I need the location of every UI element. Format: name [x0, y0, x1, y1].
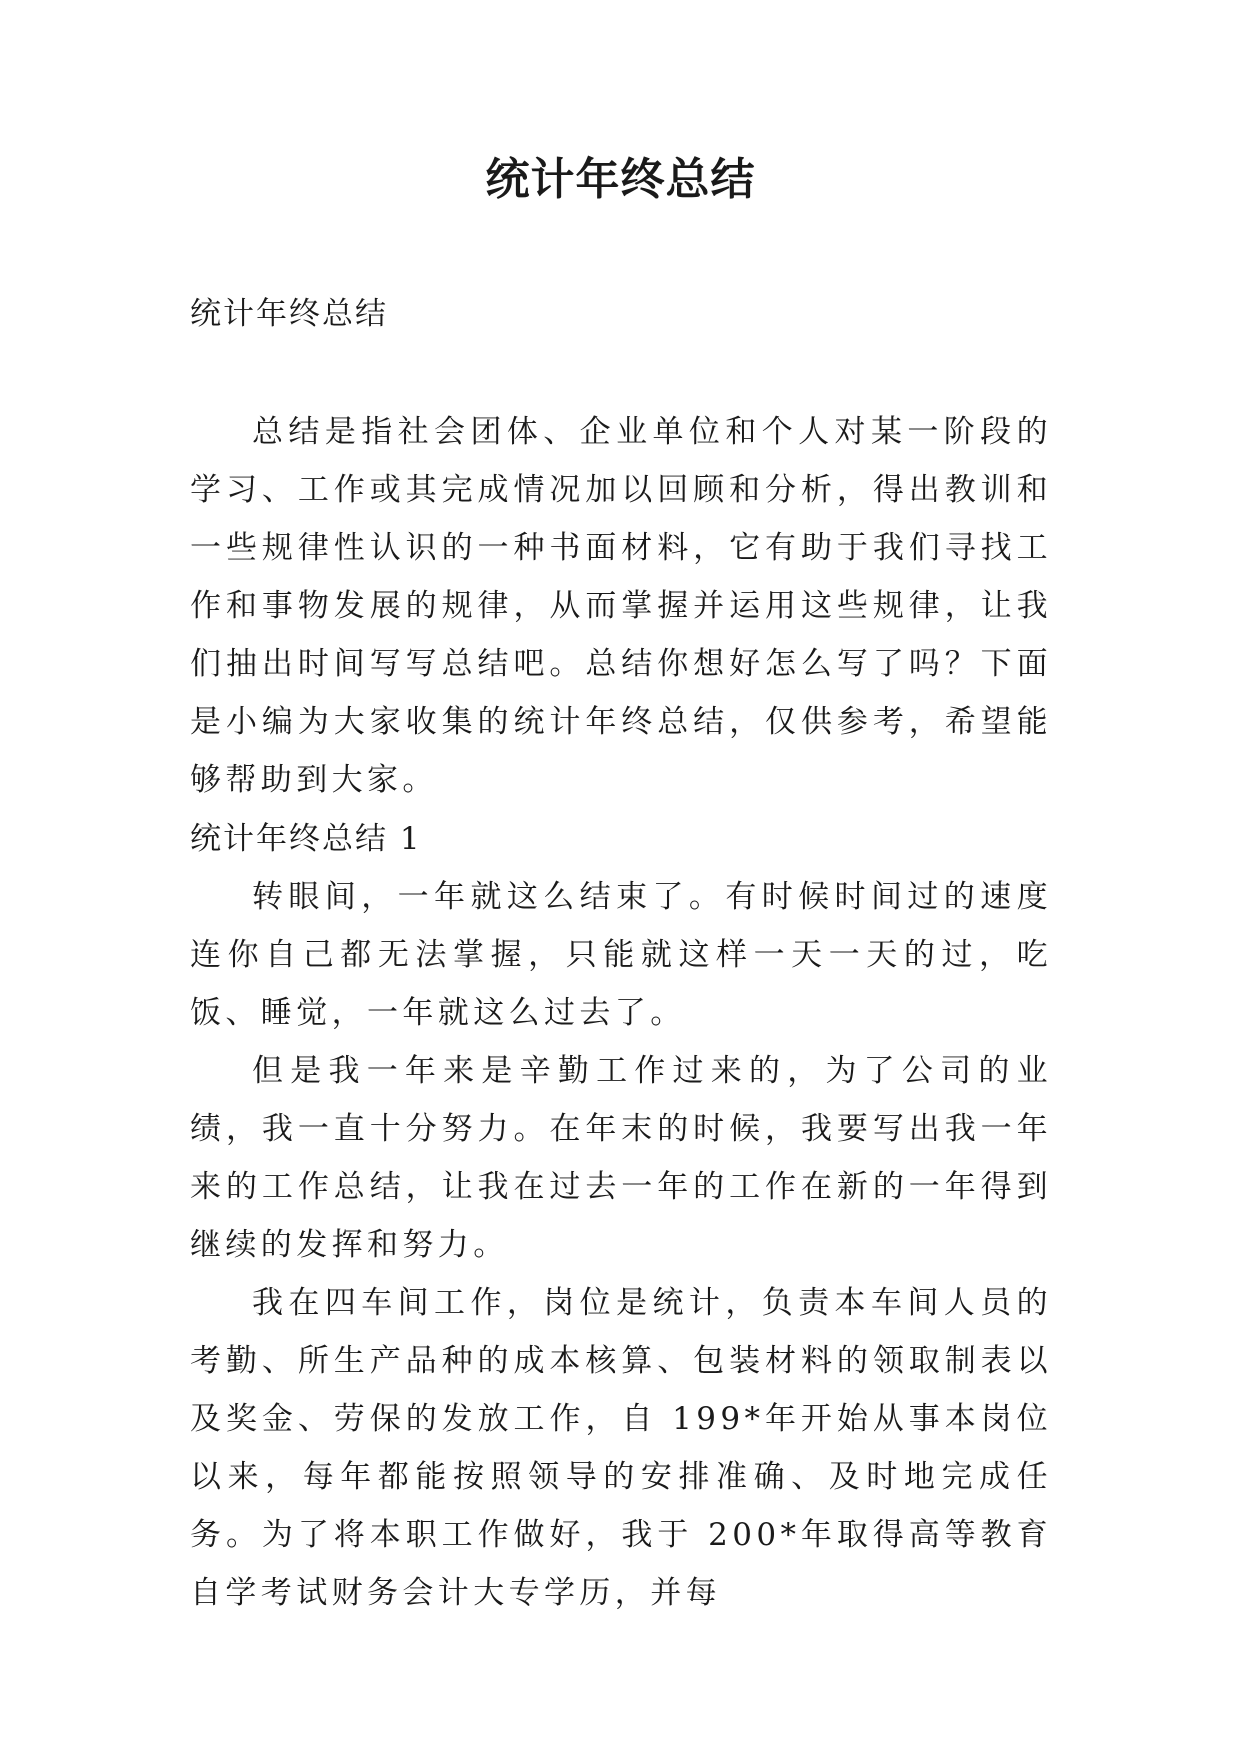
- body-paragraph-2: 但是我一年来是辛勤工作过来的，为了公司的业绩，我一直十分努力。在年末的时候，我要写出我一年来的工作总结，让我在过去一年的工作在新的一年得到继续的发挥和努力。: [190, 1053, 1052, 1263]
- document-subtitle: 统计年终总结: [190, 296, 388, 332]
- document-title: 统计年终总结: [485, 154, 756, 205]
- intro-section: [190, 403, 1052, 809]
- body-paragraph-1: 转眼间，一年就这么结束了。有时候时间过的速度连你自己都无法掌握，只能就这样一天一天的过，吃饭、睡觉，一年就这么过去了。: [190, 879, 1052, 1031]
- body-paragraph-3: 我在四车间工作，岗位是统计，负责本车间人员的考勤、所生产品种的成本核算、包装材料的领取制表以及奖金、劳保的发放工作，自 199*年开始从事本岗位以来，每年都能按照领导的安排准确、及时地完成任务。为了将本职工作做好，我于 200*年取得高等教育自学考试财务会计大专学历，并每: [190, 1285, 1052, 1611]
- section-body: [190, 868, 1052, 1622]
- section-heading: 统计年终总结 1: [190, 821, 422, 857]
- intro-paragraph: 总结是指社会团体、企业单位和个人对某一阶段的学习、工作或其完成情况加以回顾和分析，得出教训和一些规律性认识的一种书面材料，它有助于我们寻找工作和事物发展的规律，从而掌握并运用这些规律，让我们抽出时间写写总结吧。总结你想好怎么写了吗？下面是小编为大家收集的统计年终总结，仅供参考，希望能够帮助到大家。: [190, 414, 1052, 798]
